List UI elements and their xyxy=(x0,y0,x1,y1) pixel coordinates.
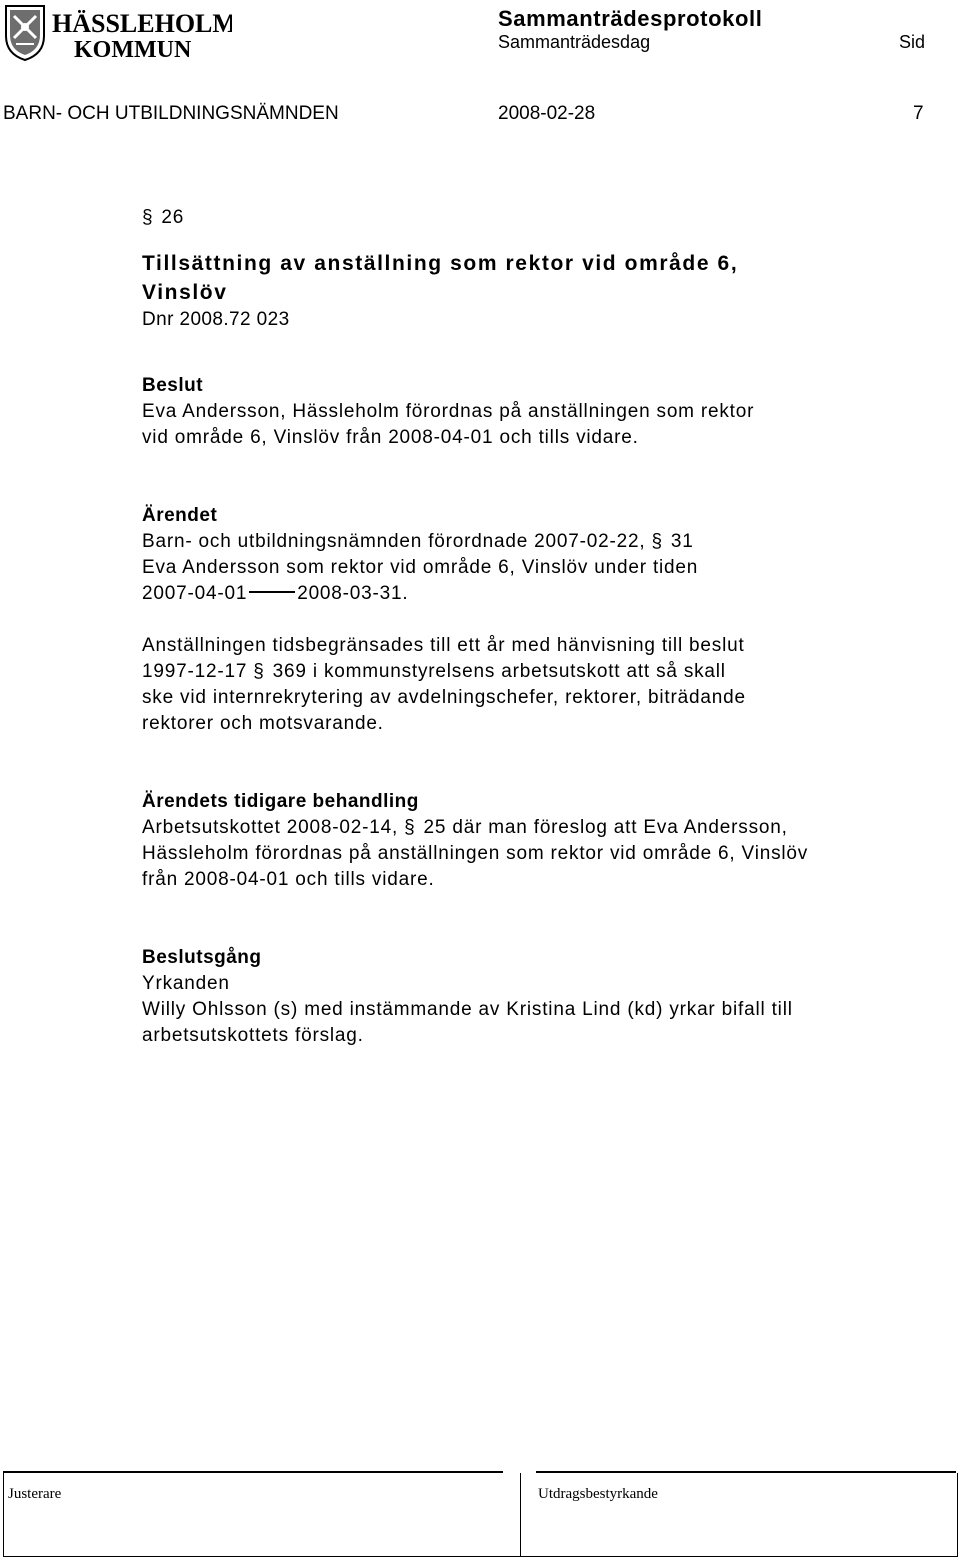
tidigare-line1-text: Arbetsutskottet 2008-02-14, xyxy=(142,817,399,838)
signature-box xyxy=(3,1473,958,1557)
utdragsbestyrkande-label: Utdragsbestyrkande xyxy=(538,1486,658,1502)
arendet-line1-text: Barn- och utbildningsnämnden förordnade 2007-02-22, xyxy=(142,531,646,552)
arendet-p2-line2 xyxy=(142,659,942,685)
tidigare-line3: från 2008-04-01 och tills vidare. xyxy=(142,869,435,890)
section-number xyxy=(142,205,942,231)
justerare-label: Justerare xyxy=(8,1486,62,1502)
tidigare-line1-rest: 25 där man föreslog att Eva Andersson, xyxy=(423,817,788,838)
footer-divider xyxy=(520,1473,521,1557)
meeting-date-label: Sammanträdesdag xyxy=(498,32,651,52)
page-label: Sid xyxy=(899,32,926,52)
arendet-p2-line1: Anställningen tidsbegränsades till ett år med hänvisning till beslut xyxy=(142,635,745,656)
period-end: 2008-03-31. xyxy=(297,583,409,604)
beslutsgang-line2: arbetsutskottets förslag. xyxy=(142,1025,364,1046)
arendet-line3 xyxy=(142,581,942,607)
section-number-value: 26 xyxy=(161,207,185,228)
arendet-p2-line4: rektorer och motsvarande. xyxy=(142,713,384,734)
arendet-p2-date: 1997-12-17 xyxy=(142,661,248,682)
document-type: Sammanträdesprotokoll xyxy=(498,6,763,31)
beslut-heading: Beslut xyxy=(142,375,204,396)
yrkanden-subheading: Yrkanden xyxy=(142,973,230,994)
arendet-line2: Eva Andersson som rektor vid område 6, Vinslöv under tiden xyxy=(142,557,699,578)
committee-name: BARN- OCH UTBILDNINGSNÄMNDEN xyxy=(3,103,339,124)
coat-of-arms-icon xyxy=(2,2,232,62)
meeting-date: 2008-02-28 xyxy=(498,103,596,124)
tidigare-line1 xyxy=(142,815,942,841)
arendet-line1-ref: 31 xyxy=(670,531,694,552)
section-title-line1: Tillsättning av anställning som rektor vid område 6, xyxy=(142,252,739,275)
paragraph-sign: § xyxy=(651,531,663,552)
arendet-heading: Ärendet xyxy=(142,505,218,526)
paragraph-sign: § xyxy=(253,661,265,682)
beslut-line2: vid område 6, Vinslöv från 2008-04-01 och tills vidare. xyxy=(142,427,639,448)
beslut-line1: Eva Andersson, Hässleholm förordnas på anställningen som rektor xyxy=(142,401,755,422)
beslutsgang-line1: Willy Ohlsson (s) med instämmande av Kristina Lind (kd) yrkar bifall till xyxy=(142,999,793,1020)
paragraph-sign: § xyxy=(142,207,154,228)
tidigare-line2: Hässleholm förordnas på anställningen som rektor vid område 6, Vinslöv xyxy=(142,843,809,864)
period-start: 2007-04-01 xyxy=(142,583,248,604)
dash-separator xyxy=(249,591,295,593)
logo-name-line2: KOMMUN xyxy=(74,37,192,62)
arendet-p2-rest: 369 i kommunstyrelsens arbetsutskott att så skall xyxy=(272,661,726,682)
beslutsgang-heading: Beslutsgång xyxy=(142,947,262,968)
arendet-p2-line3: ske vid internrekrytering av avdelningschefer, rektorer, biträdande xyxy=(142,687,746,708)
protocol-body xyxy=(142,205,942,1049)
tidigare-heading: Ärendets tidigare behandling xyxy=(142,791,419,812)
dnr: Dnr 2008.72 023 xyxy=(142,309,290,330)
logo-name-line1: HÄSSLEHOLMS xyxy=(52,9,232,38)
paragraph-sign: § xyxy=(404,817,416,838)
page-number: 7 xyxy=(913,103,924,124)
arendet-line1 xyxy=(142,529,942,555)
section-title-line2: Vinslöv xyxy=(142,281,228,304)
kommun-logo xyxy=(2,2,232,62)
